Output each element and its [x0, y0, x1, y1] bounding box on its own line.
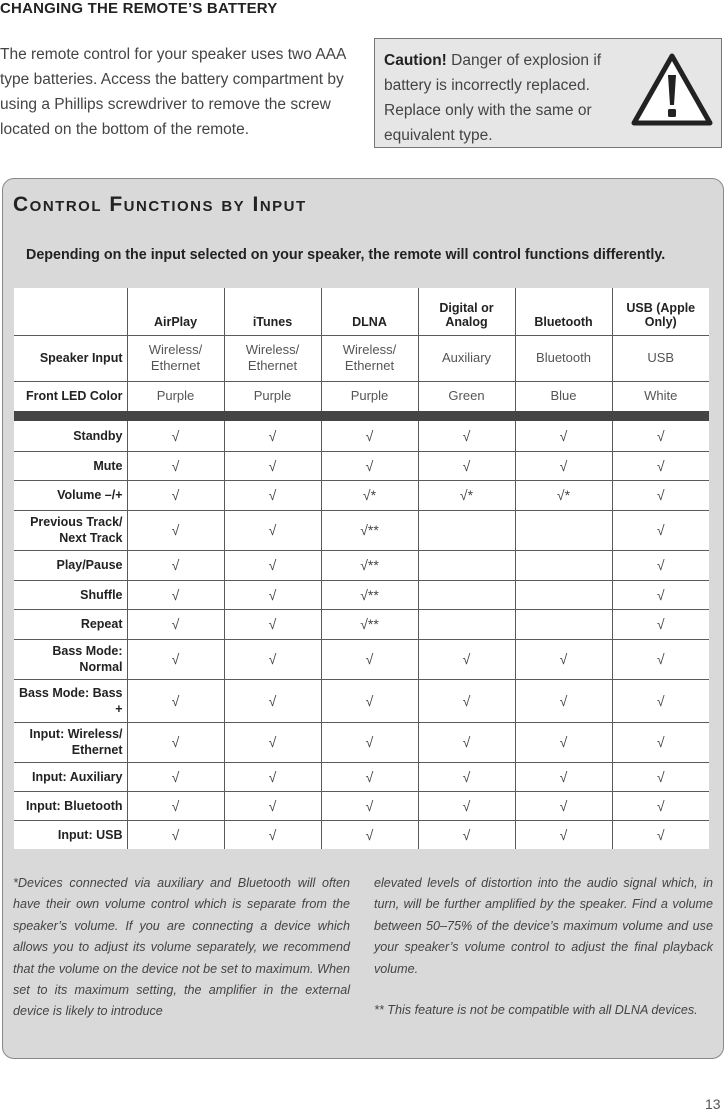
table-cell: Blue: [515, 381, 612, 411]
check-cell: √: [224, 421, 321, 451]
table-cell: Purple: [224, 381, 321, 411]
check-cell: √: [224, 550, 321, 580]
caution-box: [374, 38, 722, 148]
check-cell: √: [321, 722, 418, 762]
column-header: Digital or Analog: [418, 288, 515, 335]
table-cell: White: [612, 381, 709, 411]
check-cell: √: [418, 722, 515, 762]
check-cell: √: [612, 791, 709, 820]
caution-label: Caution!: [384, 52, 447, 69]
check-cell: √**: [321, 510, 418, 550]
check-cell: √: [224, 820, 321, 849]
check-cell: √: [612, 550, 709, 580]
check-cell: √: [418, 820, 515, 849]
info-row: [14, 335, 709, 381]
check-cell: √*: [515, 480, 612, 510]
check-cell: √: [418, 791, 515, 820]
row-label: Repeat: [14, 609, 127, 639]
row-label: Front LED Color: [14, 381, 127, 411]
check-cell: √: [418, 451, 515, 480]
table-cell: Bluetooth: [515, 335, 612, 381]
intro-paragraph: The remote control for your speaker uses two AAA type batteries. Access the battery compartment by using a Phillips screwdriver to remove the screw located on the bottom of the remote.: [0, 46, 346, 138]
row-label: Play/Pause: [14, 550, 127, 580]
check-cell: [418, 510, 515, 550]
check-cell: √: [515, 791, 612, 820]
check-cell: √: [612, 762, 709, 791]
check-cell: [418, 609, 515, 639]
check-cell: √: [418, 679, 515, 722]
table-cell: Purple: [321, 381, 418, 411]
function-row: [14, 580, 709, 609]
check-cell: √: [321, 639, 418, 679]
table-cell: Wireless/ Ethernet: [224, 335, 321, 381]
table-cell: Wireless/ Ethernet: [321, 335, 418, 381]
column-header: Bluetooth: [515, 288, 612, 335]
check-cell: [418, 580, 515, 609]
check-cell: √: [224, 722, 321, 762]
check-cell: √: [515, 679, 612, 722]
row-label: Mute: [14, 451, 127, 480]
function-row: [14, 791, 709, 820]
function-row: [14, 820, 709, 849]
check-cell: √: [224, 510, 321, 550]
check-cell: √: [127, 639, 224, 679]
footnote-volume-continued: [374, 873, 713, 1021]
column-header: DLNA: [321, 288, 418, 335]
check-cell: √: [612, 679, 709, 722]
table-separator: [14, 411, 709, 421]
check-cell: √: [224, 580, 321, 609]
column-header: AirPlay: [127, 288, 224, 335]
panel-title: Control Functions by Input: [13, 193, 307, 216]
check-cell: √: [321, 791, 418, 820]
check-cell: √: [127, 820, 224, 849]
function-row: [14, 510, 709, 550]
check-cell: √: [612, 609, 709, 639]
check-cell: √: [127, 451, 224, 480]
check-cell: √: [127, 791, 224, 820]
row-label: Input: USB: [14, 820, 127, 849]
row-label: Volume –/+: [14, 480, 127, 510]
check-cell: [515, 550, 612, 580]
check-cell: √**: [321, 550, 418, 580]
footnote-dlna: ** This feature is not be compatible with all DLNA devices.: [374, 1003, 698, 1018]
check-cell: √: [515, 722, 612, 762]
table-cell: Purple: [127, 381, 224, 411]
row-label: Bass Mode: Normal: [14, 639, 127, 679]
check-cell: √: [127, 510, 224, 550]
check-cell: √: [612, 580, 709, 609]
check-cell: √: [127, 480, 224, 510]
info-row: [14, 381, 709, 411]
row-label: Input: Auxiliary: [14, 762, 127, 791]
check-cell: √: [418, 421, 515, 451]
check-cell: √: [321, 451, 418, 480]
row-label: Input: Wireless/ Ethernet: [14, 722, 127, 762]
check-cell: √: [515, 762, 612, 791]
check-cell: √: [515, 820, 612, 849]
check-cell: √: [515, 421, 612, 451]
caution-body: Danger of explosion if battery is incorrectly replaced. Replace only with the same or equivalent type.: [384, 52, 602, 144]
column-header: iTunes: [224, 288, 321, 335]
section-title: CHANGING THE REMOTE’S BATTERY: [0, 0, 278, 17]
check-cell: √: [224, 609, 321, 639]
check-cell: √: [515, 451, 612, 480]
check-cell: √**: [321, 580, 418, 609]
check-cell: √: [418, 762, 515, 791]
table-corner: [14, 288, 127, 335]
check-cell: [418, 550, 515, 580]
check-cell: √: [127, 580, 224, 609]
function-row: [14, 451, 709, 480]
function-row: [14, 480, 709, 510]
check-cell: √: [127, 550, 224, 580]
check-cell: √: [127, 609, 224, 639]
check-cell: √: [321, 421, 418, 451]
check-cell: √: [612, 722, 709, 762]
check-cell: √: [224, 791, 321, 820]
check-cell: √*: [321, 480, 418, 510]
check-cell: √: [127, 679, 224, 722]
function-row: [14, 609, 709, 639]
check-cell: √: [515, 639, 612, 679]
check-cell: √: [224, 480, 321, 510]
check-cell: √*: [418, 480, 515, 510]
check-cell: √: [612, 451, 709, 480]
function-row: [14, 550, 709, 580]
check-cell: √: [612, 820, 709, 849]
row-label: Previous Track/ Next Track: [14, 510, 127, 550]
check-cell: [515, 580, 612, 609]
check-cell: √: [127, 421, 224, 451]
function-row: [14, 762, 709, 791]
column-header: USB (Apple Only): [612, 288, 709, 335]
footnote-volume: *Devices connected via auxiliary and Bluetooth will often have their own volume control which is separate from the speaker’s volume. If you are connecting a device which allows you to adjust its volume separately, we recommend that the volume on the device not be set to maximum. When set to its maximum setting, the amplifier in the external device is likely to introduce: [13, 876, 350, 1019]
check-cell: √**: [321, 609, 418, 639]
check-cell: √: [612, 421, 709, 451]
check-cell: √: [127, 722, 224, 762]
panel-subtitle: Depending on the input selected on your speaker, the remote will control functions differently.: [26, 247, 666, 263]
row-label: Shuffle: [14, 580, 127, 609]
separator-bar: [14, 411, 709, 421]
warning-triangle-icon: [631, 53, 713, 127]
table-header-row: [14, 288, 709, 335]
function-row: [14, 679, 709, 722]
check-cell: √: [224, 639, 321, 679]
check-cell: √: [224, 762, 321, 791]
check-cell: √: [224, 451, 321, 480]
function-row: [14, 421, 709, 451]
check-cell: √: [321, 820, 418, 849]
check-cell: [515, 609, 612, 639]
check-cell: √: [418, 639, 515, 679]
check-cell: √: [612, 639, 709, 679]
row-label: Bass Mode: Bass +: [14, 679, 127, 722]
row-label: Input: Bluetooth: [14, 791, 127, 820]
check-cell: √: [612, 480, 709, 510]
table-cell: Wireless/ Ethernet: [127, 335, 224, 381]
check-cell: √: [612, 510, 709, 550]
caution-text: [384, 48, 624, 148]
function-row: [14, 639, 709, 679]
page-number: 13: [705, 1096, 721, 1112]
check-cell: √: [224, 679, 321, 722]
check-cell: [515, 510, 612, 550]
row-label: Standby: [73, 428, 123, 443]
control-functions-table: [14, 288, 709, 849]
table-cell: Auxiliary: [418, 335, 515, 381]
check-cell: √: [127, 762, 224, 791]
row-label: Speaker Input: [14, 335, 127, 381]
table-cell: Green: [418, 381, 515, 411]
check-cell: √: [321, 679, 418, 722]
function-row: [14, 722, 709, 762]
footnote-volume-continued-text: elevated levels of distortion into the audio signal which, in turn, will be further amplified by the speaker. Find a volume between 50–75% of the device’s maximum volume and use your speaker’s volume control to adjust the final playback volume.: [374, 876, 713, 976]
table-cell: USB: [612, 335, 709, 381]
check-cell: √: [321, 762, 418, 791]
